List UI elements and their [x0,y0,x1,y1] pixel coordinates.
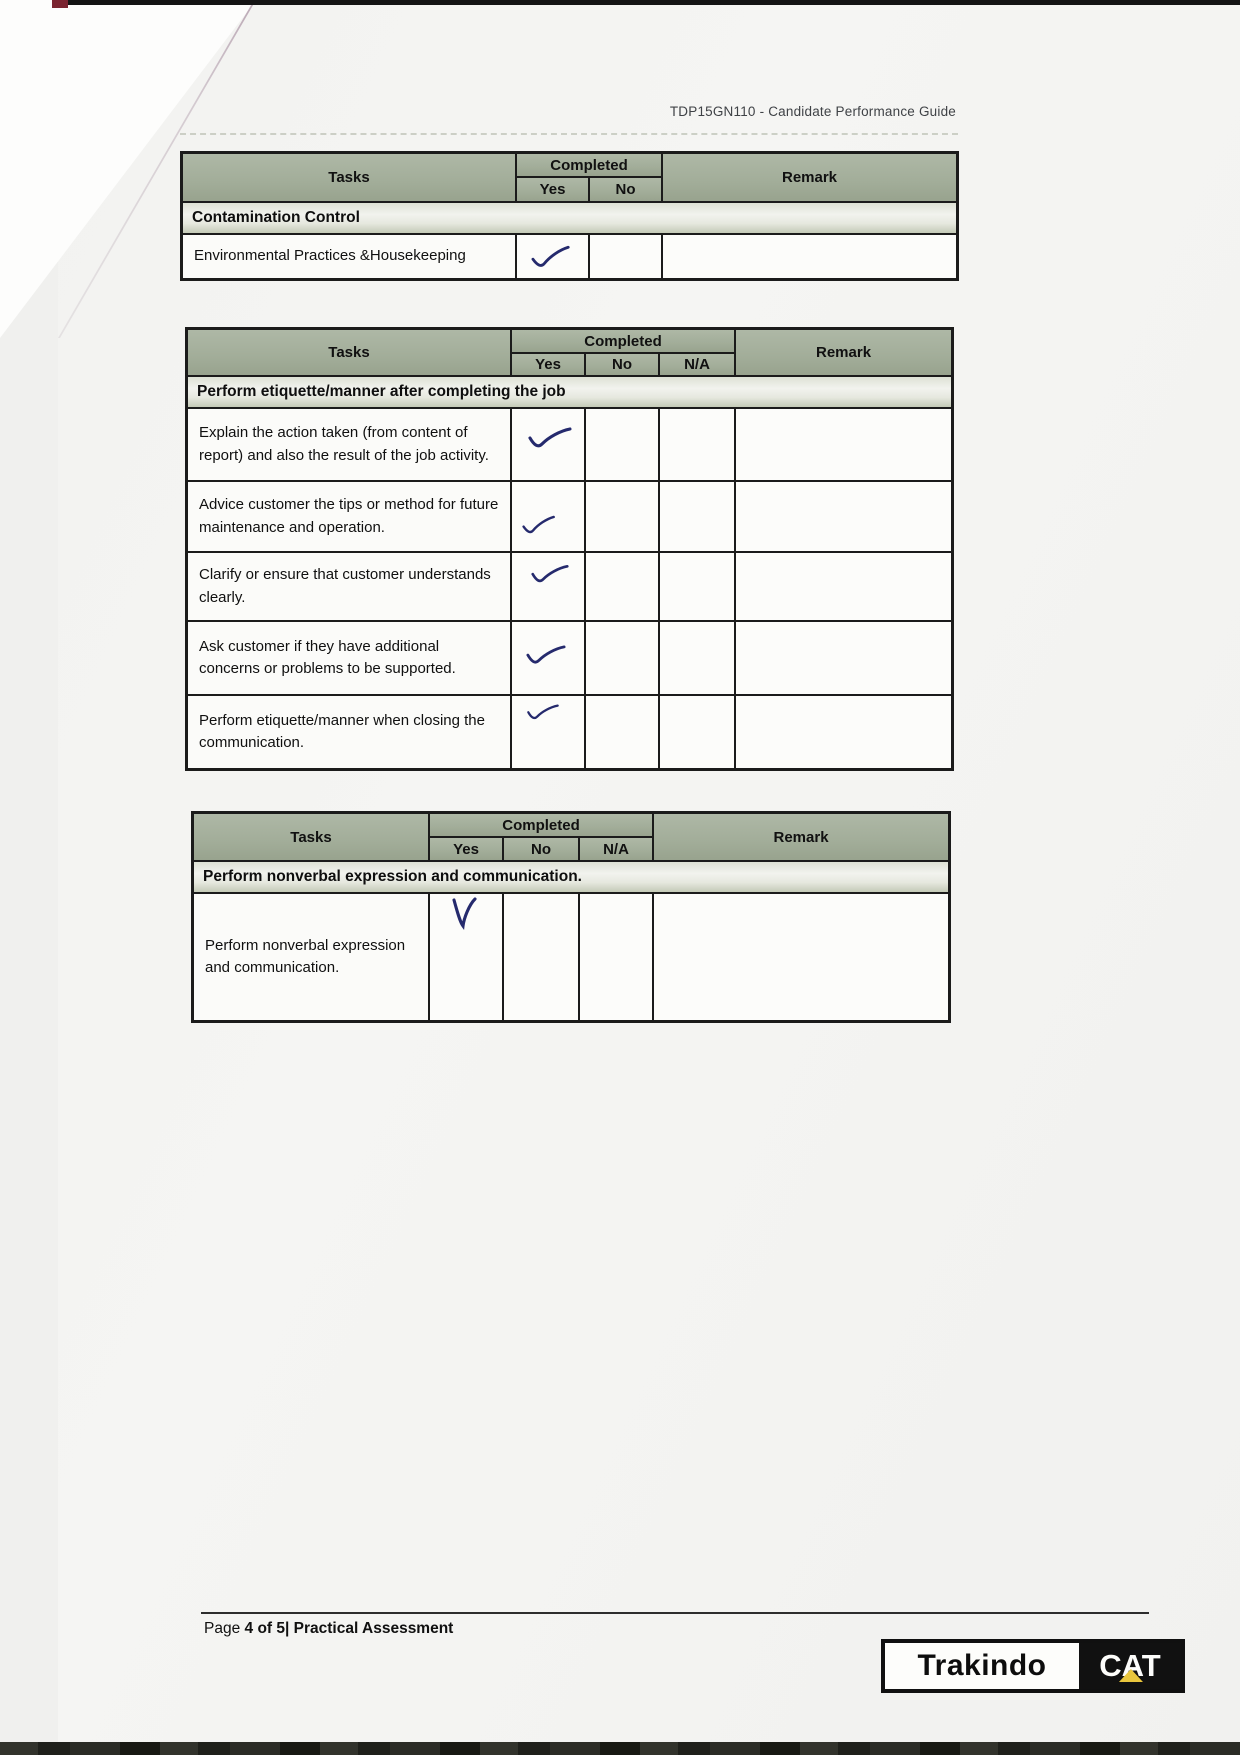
checkmark-icon [528,427,572,451]
na-column-header: N/A [659,353,735,376]
no-cell [589,234,662,279]
task-cell: Environmental Practices &Housekeeping [182,234,516,279]
yes-cell [511,695,585,769]
remark-cell [735,481,952,552]
task-cell: Explain the action taken (from content of report) and also the result of the job activity. [187,408,511,481]
scan-artifact-top-red [52,0,68,8]
no-cell [503,893,579,1021]
yes-column-header: Yes [511,353,585,376]
footer-section-title: Practical Assessment [293,1620,454,1637]
cat-logo [1079,1643,1181,1689]
completed-column-header: Completed [516,153,662,177]
no-column-header: No [585,353,659,376]
checkmark-icon [527,704,559,723]
cat-triangle-icon [1119,1669,1143,1682]
no-cell [585,695,659,769]
na-cell [659,408,735,481]
contamination-control-table [181,152,958,280]
yes-cell [511,481,585,552]
no-cell [585,552,659,621]
remark-column-header: Remark [653,813,949,861]
nonverbal-expression-table [192,812,950,1022]
task-cell: Clarify or ensure that customer understands clearly. [187,552,511,621]
trakindo-cat-logo [881,1639,1185,1693]
remark-column-header: Remark [735,329,952,376]
remark-column-header: Remark [662,153,957,202]
completed-column-header: Completed [511,329,735,353]
remark-cell [735,552,952,621]
checkmark-icon [521,515,557,537]
tasks-column-header: Tasks [182,153,516,202]
na-cell [659,481,735,552]
yes-cell [511,552,585,621]
task-cell: Ask customer if they have additional concerns or problems to be supported. [187,621,511,695]
yes-cell [516,234,589,279]
na-cell [659,695,735,769]
no-column-header: No [589,177,662,202]
remark-cell [735,695,952,769]
yes-cell [511,621,585,695]
etiquette-after-job-table [186,328,953,770]
na-column-header: N/A [579,837,653,861]
footer-page-info: 4 of 5| [244,1620,290,1637]
remark-cell [662,234,957,279]
remark-cell [735,408,952,481]
checkmark-icon [526,645,566,668]
task-cell: Perform etiquette/manner when closing the communication. [187,695,511,769]
no-column-header: No [503,837,579,861]
section-header: Perform etiquette/manner after completing the job [187,376,952,408]
scan-artifact-bottom [0,1742,1240,1755]
remark-cell [735,621,952,695]
tasks-column-header: Tasks [193,813,429,861]
section-header: Contamination Control [182,202,957,234]
no-cell [585,408,659,481]
footer-divider [201,1612,1149,1614]
document-reference: TDP15GN110 - Candidate Performance Guide [669,104,956,119]
no-cell [585,621,659,695]
task-cell: Perform nonverbal expression and communication. [193,893,429,1021]
task-cell: Advice customer the tips or method for future maintenance and operation. [187,481,511,552]
checkmark-icon [451,897,477,931]
footer [204,1620,453,1638]
yes-cell [429,893,503,1021]
na-cell [579,893,653,1021]
footer-page-word: Page [204,1620,241,1637]
cat-wordmark: CAT [1099,1648,1161,1683]
na-cell [659,552,735,621]
completed-column-header: Completed [429,813,653,837]
yes-cell [511,408,585,481]
no-cell [585,481,659,552]
section-header: Perform nonverbal expression and communication. [193,861,949,893]
header-divider [180,133,958,135]
checkmark-icon [531,563,569,586]
scan-artifact-top [64,0,1240,5]
tasks-column-header: Tasks [187,329,511,376]
yes-column-header: Yes [516,177,589,202]
yes-column-header: Yes [429,837,503,861]
trakindo-wordmark: Trakindo [917,1649,1047,1682]
remark-cell [653,893,949,1021]
checkmark-icon [530,245,572,271]
na-cell [659,621,735,695]
